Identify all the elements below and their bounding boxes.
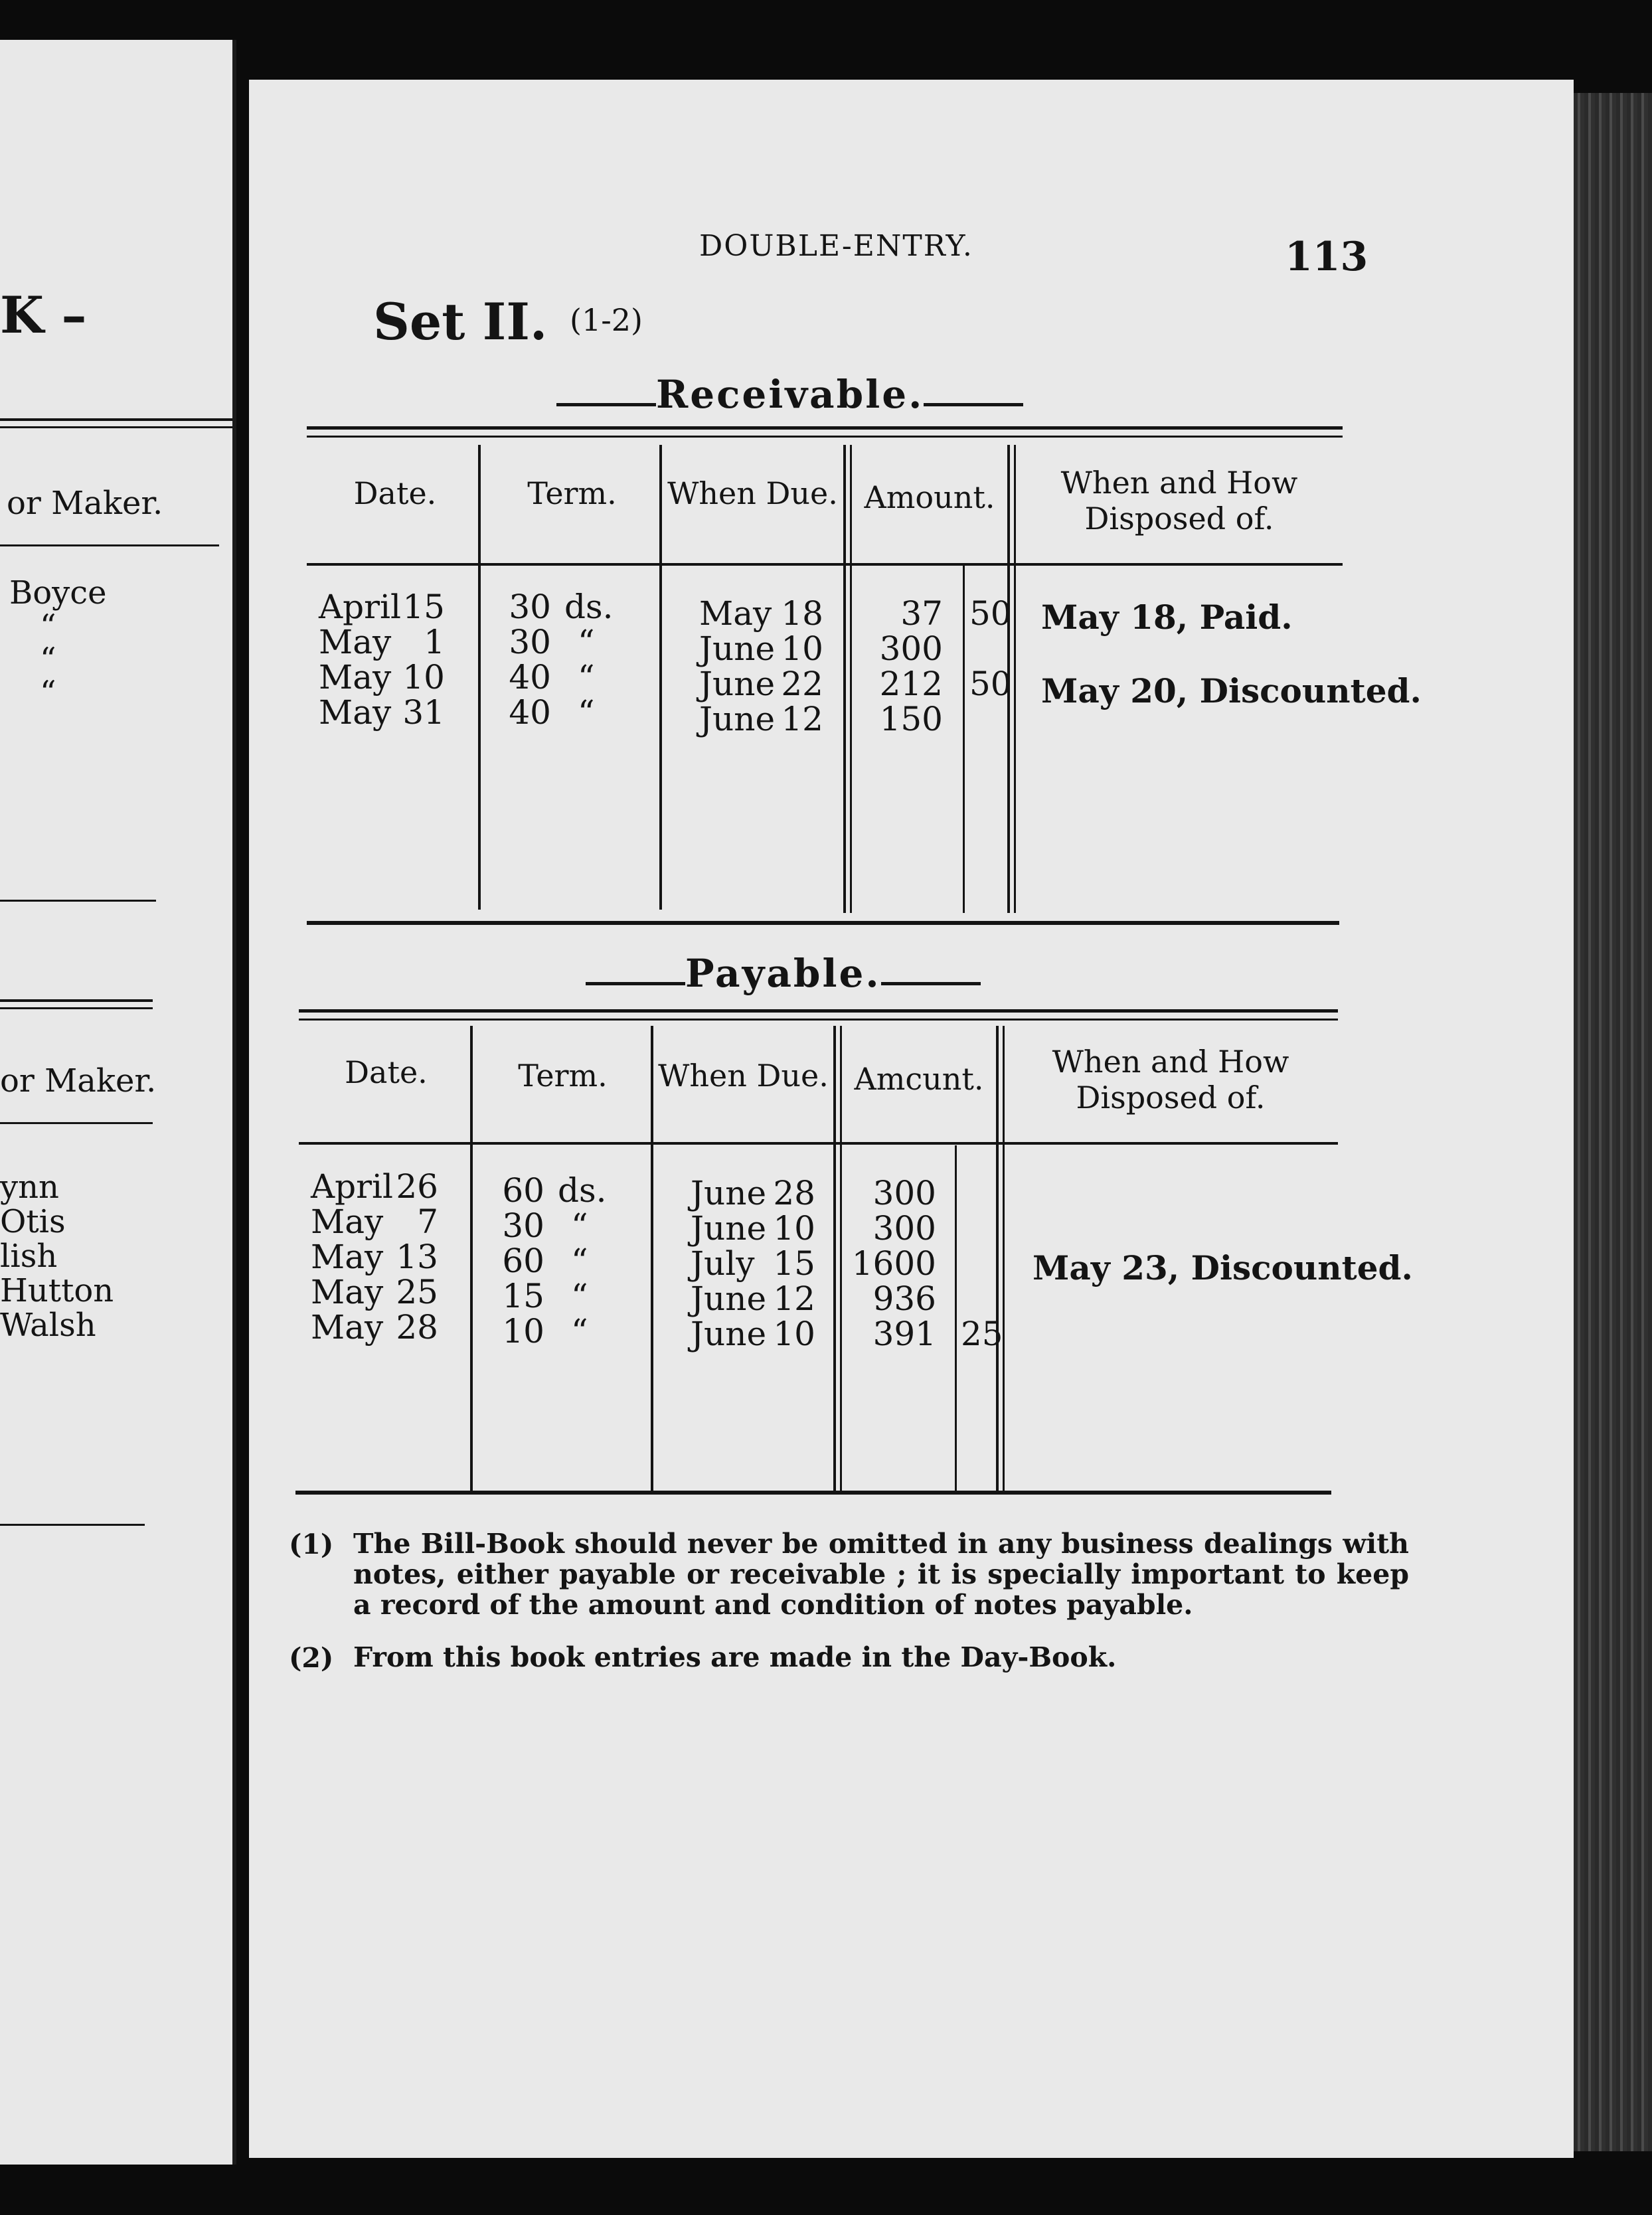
left-name: “ [40,674,56,711]
left-receivable-header: or Maker. [7,485,163,522]
left-name: lish [0,1238,58,1275]
term-unit: “ [571,1277,588,1315]
cents: 50 [969,665,1012,703]
amount: 150 [879,700,943,738]
due-month: June [691,1209,767,1248]
amount: 1600 [851,1244,936,1283]
term-unit: “ [578,623,595,661]
cents: 50 [969,594,1012,633]
term-unit: ds. [558,1171,607,1210]
payable-header-disposed [1005,1044,1337,1115]
left-title-fragment: K – [0,286,87,345]
due-month: June [691,1279,767,1318]
disposed: May 18, Paid. [1041,598,1293,637]
header-line: When and How [1060,465,1298,501]
payable-header-amount: Amcunt. [854,1061,984,1097]
amount: 212 [879,665,943,703]
day: 26 [396,1167,438,1206]
term-unit: “ [571,1242,588,1280]
cents: 25 [961,1315,1003,1353]
month: May [319,693,392,732]
left-name: Hutton [0,1272,114,1309]
amount: 37 [900,594,943,633]
due-month: June [699,665,776,703]
left-page-fragment [0,40,236,2165]
month: May [319,623,392,661]
term: 60 [502,1171,544,1210]
due-day: 10 [773,1209,815,1248]
left-name: Otis [0,1203,66,1240]
left-name: ynn [0,1169,59,1206]
due-month: June [691,1174,767,1212]
term: 30 [502,1206,544,1245]
term: 10 [502,1312,544,1351]
month: April [319,588,401,626]
receivable-header-amount: Amount. [864,479,995,515]
due-day: 10 [773,1315,815,1353]
amount: 936 [872,1279,936,1318]
month: April [311,1167,393,1206]
running-head: DOUBLE-ENTRY. [699,229,973,263]
due-day: 12 [781,700,823,738]
due-month: June [699,629,776,668]
header-line: Disposed of. [1084,501,1274,536]
header-line: When and How [1052,1044,1289,1080]
term: 15 [502,1277,544,1315]
receivable-heading [556,372,1023,417]
month: May [311,1308,384,1347]
book-edge [1574,93,1652,2151]
due-month: May [699,594,772,633]
receivable-title: Receivable. [656,372,924,417]
disposed: May 20, Discounted. [1041,671,1422,710]
due-day: 22 [781,665,823,703]
note-number: (2) [289,1642,334,1674]
left-payable-header: or Maker. [0,1062,157,1100]
receivable-header-date: Date. [353,475,437,511]
left-name: Boyce [9,574,107,612]
due-month: June [691,1315,767,1353]
day: 28 [396,1308,438,1347]
payable-title: Payable. [685,951,881,996]
month: May [319,658,392,697]
amount: 300 [872,1209,936,1248]
term: 30 [509,623,551,661]
month: May [311,1202,384,1241]
day: 10 [402,658,445,697]
day: 7 [417,1202,438,1241]
amount: 391 [872,1315,936,1353]
day: 31 [402,693,445,732]
term-unit: “ [578,693,595,732]
footnote: From this book entries are made in the Day-Book. [353,1641,1117,1673]
term: 30 [509,588,551,626]
payable-header-date: Date. [345,1054,428,1090]
page-number: 113 [1285,234,1368,280]
note-number: (1) [289,1528,334,1560]
receivable-header-disposed [1016,465,1343,536]
amount: 300 [879,629,943,668]
term-unit: ds. [564,588,614,626]
due-month: July [691,1244,755,1283]
left-name: Walsh [0,1307,96,1344]
due-day: 18 [781,594,823,633]
day: 15 [402,588,445,626]
left-name: “ [40,641,56,678]
day: 13 [396,1238,438,1276]
term: 40 [509,658,551,697]
header-line: Disposed of. [1076,1080,1266,1115]
set-note: (1-2) [570,302,643,338]
day: 1 [424,623,445,661]
due-day: 10 [781,629,823,668]
term-unit: “ [578,658,595,697]
set-title: Set II. [373,292,548,351]
payable-heading [586,951,981,996]
receivable-header-due: When Due. [667,475,838,511]
amount: 300 [872,1174,936,1212]
month: May [311,1238,384,1276]
footnote: The Bill-Book should never be omitted in any business dealings with notes, either payable or receivable ; it is specially important to keep a record of the amount and condition of notes payable. [353,1528,1409,1621]
month: May [311,1273,384,1311]
payable-header-due: When Due. [658,1058,829,1094]
due-day: 15 [773,1244,815,1283]
due-month: June [699,700,776,738]
day: 25 [396,1273,438,1311]
due-day: 12 [773,1279,815,1318]
payable-header-term: Term. [518,1058,608,1094]
receivable-header-term: Term. [527,475,617,511]
disposed: May 23, Discounted. [1032,1248,1413,1287]
term: 40 [509,693,551,732]
term-unit: “ [571,1206,588,1245]
left-name: “ [40,608,56,645]
due-day: 28 [773,1174,815,1212]
term: 60 [502,1242,544,1280]
term-unit: “ [571,1312,588,1351]
